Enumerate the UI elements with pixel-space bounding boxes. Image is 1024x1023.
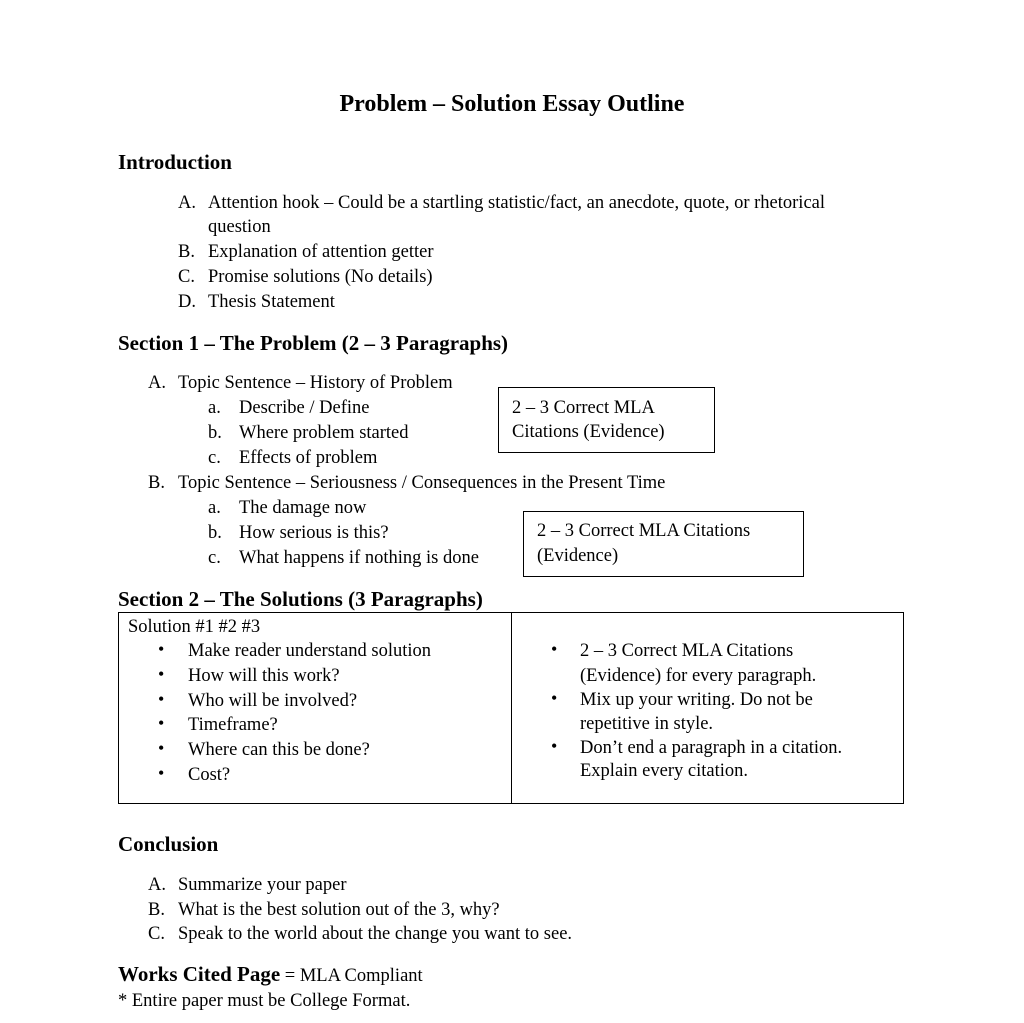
left-bullet-text: Cost? bbox=[188, 765, 231, 785]
intro-item-b-label: B. bbox=[178, 242, 195, 262]
citation-box-line-2: (Evidence) bbox=[537, 546, 619, 566]
section1-a-label: A. bbox=[148, 373, 166, 393]
section1-a-sub-c-text: Effects of problem bbox=[239, 448, 378, 468]
citation-box-line-1: 2 – 3 Correct MLA Citations bbox=[537, 521, 751, 541]
left-bullet-text: Where can this be done? bbox=[188, 740, 370, 760]
left-bullet-text: Make reader understand solution bbox=[188, 641, 431, 661]
left-bullet-text: How will this work? bbox=[188, 666, 340, 686]
conclusion-item-c-label: C. bbox=[148, 924, 165, 944]
intro-item-c-label: C. bbox=[178, 267, 195, 287]
bullet-dot: • bbox=[158, 639, 165, 659]
section1-a-sub-a-label: a. bbox=[208, 398, 221, 418]
intro-item-a-text: Attention hook – Could be a startling statistic/fact, an anecdote, quote, or rhetorical bbox=[208, 193, 826, 213]
conclusion-item-c-text: Speak to the world about the change you want to see. bbox=[178, 924, 573, 944]
bullet-dot: • bbox=[551, 736, 558, 756]
section1-b-citation-box bbox=[523, 511, 804, 577]
bullet-dot: • bbox=[158, 738, 165, 758]
section1-b-sub-b-label: b. bbox=[208, 523, 222, 543]
bullet-dot: • bbox=[551, 639, 558, 659]
right-bullet-line: (Evidence) for every paragraph. bbox=[580, 666, 817, 686]
citation-box-line-2: Citations (Evidence) bbox=[512, 422, 665, 442]
works-cited-heading: Works Cited Page bbox=[118, 962, 281, 986]
section1-heading: Section 1 – The Problem (2 – 3 Paragraphs) bbox=[118, 331, 509, 355]
conclusion-item-b-text: What is the best solution out of the 3, why? bbox=[178, 900, 500, 920]
conclusion-item-a-label: A. bbox=[148, 875, 166, 895]
conclusion-item-b-label: B. bbox=[148, 900, 165, 920]
bullet-dot: • bbox=[158, 664, 165, 684]
section1-a-text: Topic Sentence – History of Problem bbox=[178, 373, 453, 393]
intro-item-c-text: Promise solutions (No details) bbox=[208, 267, 433, 287]
section1-b-label: B. bbox=[148, 473, 165, 493]
table-divider bbox=[511, 613, 512, 803]
bullet-dot: • bbox=[158, 713, 165, 733]
section1-b-sub-c-text: What happens if nothing is done bbox=[239, 548, 479, 568]
college-format-note: * Entire paper must be College Format. bbox=[118, 991, 411, 1011]
right-bullet-line: Mix up your writing. Do not be bbox=[580, 690, 813, 710]
section1-a-citation-box bbox=[498, 387, 715, 453]
works-cited-rest: = MLA Compliant bbox=[280, 966, 423, 986]
section1-a-sub-a-text: Describe / Define bbox=[239, 398, 370, 418]
bullet-dot: • bbox=[551, 688, 558, 708]
section1-a-sub-b-label: b. bbox=[208, 423, 222, 443]
section1-b-text: Topic Sentence – Seriousness / Consequences in the Present Time bbox=[178, 473, 666, 493]
page-title: Problem – Solution Essay Outline bbox=[339, 91, 685, 117]
section1-b-sub-b-text: How serious is this? bbox=[239, 523, 389, 543]
section1-a-sub-c-label: c. bbox=[208, 448, 221, 468]
section2-heading: Section 2 – The Solutions (3 Paragraphs) bbox=[118, 587, 483, 611]
solutions-table bbox=[118, 612, 904, 804]
right-bullet-line: Explain every citation. bbox=[580, 761, 748, 781]
right-bullet-line: repetitive in style. bbox=[580, 714, 714, 734]
section1-b-sub-a-label: a. bbox=[208, 498, 221, 518]
left-bullet-text: Who will be involved? bbox=[188, 691, 358, 711]
section1-a-sub-b-text: Where problem started bbox=[239, 423, 409, 443]
solutions-left-title: Solution #1 #2 #3 bbox=[128, 617, 261, 637]
citation-box-line-1: 2 – 3 Correct MLA bbox=[512, 398, 655, 418]
right-bullet-line: 2 – 3 Correct MLA Citations bbox=[580, 641, 794, 661]
section1-b-sub-c-label: c. bbox=[208, 548, 221, 568]
intro-item-b-text: Explanation of attention getter bbox=[208, 242, 434, 262]
intro-item-d-label: D. bbox=[178, 292, 196, 312]
left-bullet-text: Timeframe? bbox=[188, 715, 278, 735]
conclusion-item-a-text: Summarize your paper bbox=[178, 875, 347, 895]
intro-item-a-label: A. bbox=[178, 193, 196, 213]
section1-b-sub-a-text: The damage now bbox=[239, 498, 367, 518]
right-bullet-line: Don’t end a paragraph in a citation. bbox=[580, 738, 843, 758]
intro-item-d-text: Thesis Statement bbox=[208, 292, 335, 312]
bullet-dot: • bbox=[158, 763, 165, 783]
works-cited-line bbox=[118, 962, 423, 988]
introduction-heading: Introduction bbox=[118, 150, 232, 174]
bullet-dot: • bbox=[158, 689, 165, 709]
conclusion-heading: Conclusion bbox=[118, 832, 219, 856]
intro-item-a-cont: question bbox=[208, 217, 271, 237]
